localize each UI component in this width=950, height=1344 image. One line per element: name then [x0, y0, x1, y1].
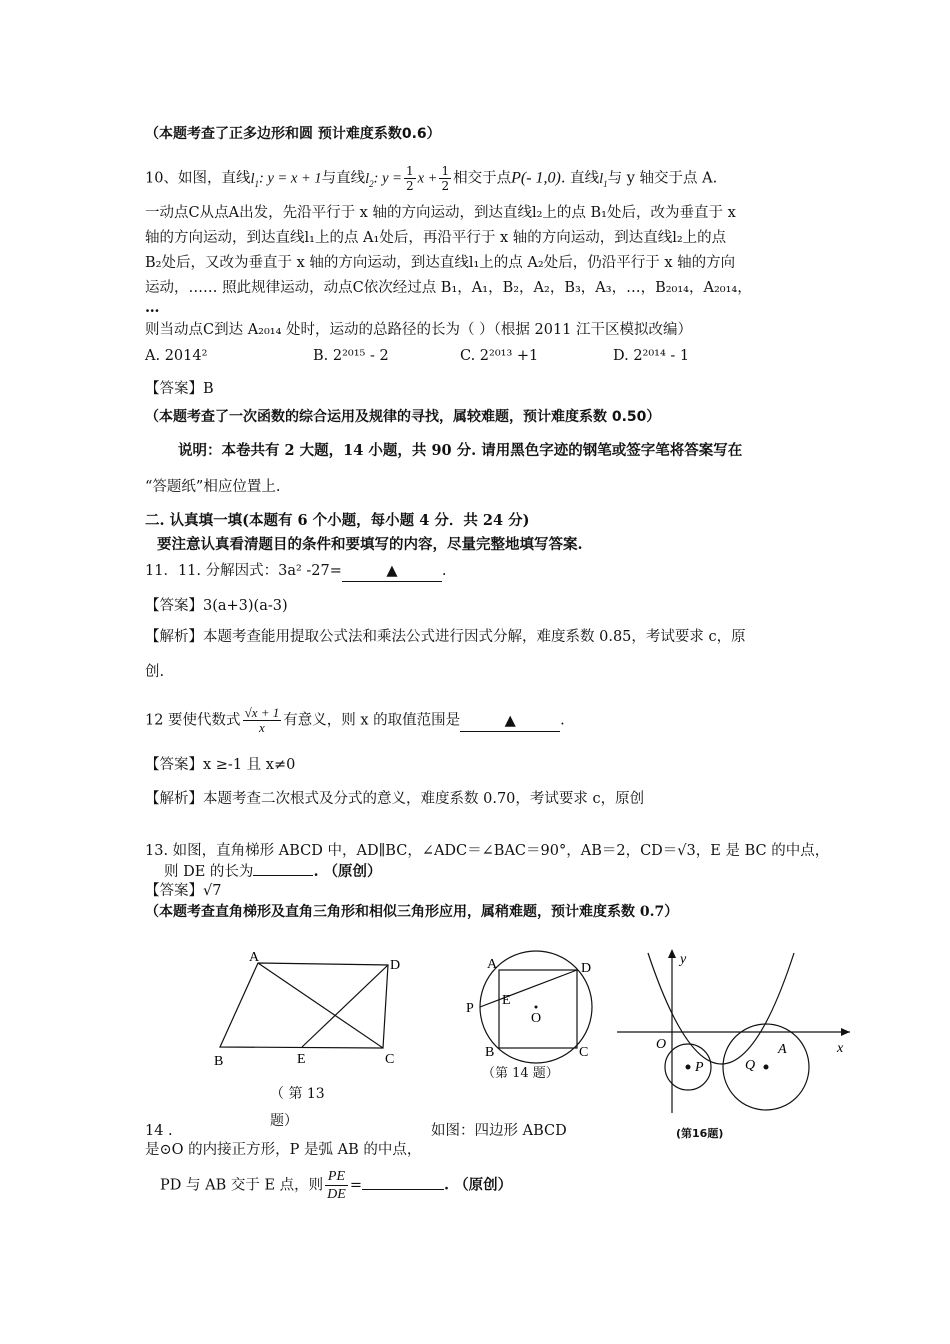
q10-mid: 与直线 — [321, 170, 366, 187]
point-p — [686, 1065, 691, 1070]
section2-subtitle: 要注意认真看清题目的条件和要填写的内容，尽量完整地填写答案. — [157, 536, 583, 553]
q10-tail2: . 直线 — [560, 170, 600, 187]
q10-tail3: 与 y 轴交于点 A. — [607, 170, 718, 187]
segment-de — [302, 965, 388, 1047]
point-p: P(- 1,0) — [511, 169, 561, 187]
label-q: Q — [745, 1058, 756, 1073]
l2-symbol: $l_2$ — [365, 170, 374, 189]
label-d: D — [581, 961, 592, 976]
figure-13-caption-line1: （ 第 13 — [270, 1086, 325, 1102]
l1-equation: : y = x + 1 — [258, 170, 322, 187]
label-y: y — [680, 952, 687, 967]
q14-answer-blank — [362, 1189, 444, 1190]
q14-number: 14 . — [145, 1123, 173, 1139]
q10-difficulty-note: （本题考查了一次函数的综合运用及规律的寻找，属较难题，预计难度系数 0.50） — [145, 409, 661, 425]
q12-text-b: 有意义，则 x 的取值范围是 — [283, 712, 461, 729]
label-p: P — [695, 1060, 704, 1075]
label-x: x — [837, 1041, 844, 1056]
q11-answer: 【答案】3(a+3)(a-3) — [145, 598, 288, 614]
x-plus: x + — [417, 170, 438, 187]
x-axis-arrow — [841, 1028, 850, 1036]
option-d: D. 2²⁰¹⁴ - 1 — [613, 348, 690, 364]
fraction-one-half-2: $\frac{1}{2}$ — [441, 164, 450, 193]
q14-original-tag: . （原创） — [443, 1176, 513, 1194]
parabola-curve — [648, 953, 794, 1064]
figure-16-parabola-circles — [612, 945, 862, 1120]
q10-stem-line2: 一动点C从点A出发，先沿平行于 x 轴的方向运动，到达直线l₂上的点 B₁处后，改为垂直于 x — [145, 205, 736, 221]
figure-14-caption: （第 14 题） — [482, 1066, 559, 1081]
option-b: B. 2²⁰¹⁵ - 2 — [313, 348, 389, 364]
q10-stem-line4: B₂处后，又改为垂直于 x 轴的方向运动，到达直线l₁上的点 A₂处后，仍沿平行于 x 轴的方向 — [145, 255, 736, 271]
q11-analysis-line1: 【解析】本题考查能用提取公式法和乘法公式进行因式分解，难度系数 0.85，考试要求 c，原 — [145, 629, 746, 645]
label-a: A — [778, 1042, 787, 1057]
q10-answer: 【答案】B — [145, 381, 214, 397]
l2-equation: : y = — [373, 170, 402, 187]
label-c: C — [579, 1045, 589, 1060]
point-q — [764, 1065, 769, 1070]
square-abcd — [499, 970, 577, 1048]
q12-answer-blank: ▲ — [460, 711, 560, 732]
q14-frac-denominator: DE — [327, 1187, 346, 1202]
segment-pd — [480, 970, 577, 1007]
label-e: E — [297, 1052, 306, 1067]
option-c: C. 2²⁰¹³ +1 — [460, 348, 539, 364]
figure-13-trapezoid — [205, 945, 425, 1075]
figure-13-caption-line2: 题） — [270, 1113, 298, 1129]
q11-text: 11．11. 分解因式：3a² -27= — [145, 563, 342, 579]
q13-answer-blank — [253, 875, 313, 876]
section2-title: 二. 认真填一填(本题有 6 个小题，每小题 4 分．共 24 分) — [145, 512, 530, 529]
trapezoid-abcd — [220, 963, 388, 1048]
option-a: A. 2014² — [145, 348, 208, 364]
center-point — [535, 1006, 538, 1009]
q12-text-a: 12 要使代数式 — [145, 712, 241, 729]
label-o: O — [531, 1011, 542, 1026]
q10-stem-line7: 则当动点C到达 A₂₀₁₄ 处时，运动的总路径的长为（ ）（根据 2011 江干区模拟改编） — [145, 322, 693, 338]
q12-frac-denominator: x — [259, 720, 265, 735]
q11-period: . — [441, 563, 447, 579]
q13-stem-line2 — [164, 862, 382, 882]
q12-analysis: 【解析】本题考查二次根式及分式的意义，难度系数 0.70，考试要求 c，原创 — [145, 791, 645, 807]
q13-answer: 【答案】√7 — [145, 883, 222, 899]
q10-intro: 10、如图，直线 — [145, 170, 251, 187]
q14-fraction-pe-de — [325, 1168, 348, 1203]
label-o: O — [656, 1037, 667, 1052]
label-b: B — [485, 1045, 495, 1060]
label-a: A — [249, 950, 260, 965]
q14-frac-numerator: PE — [325, 1168, 348, 1186]
q10-stem-line5: 运动，…… 照此规律运动，动点C依次经过点 B₁，A₁，B₂，A₂，B₃，A₃，…，B₂₀₁₄，A₂₀₁₄， — [145, 280, 752, 296]
q14-stem-line1: 如图：四边形 ABCD — [431, 1123, 567, 1139]
q13-original-tag: . （原创） — [313, 863, 382, 880]
q10-stem-line3: 轴的方向运动，到达直线l₁上的点 A₁处后，再沿平行于 x 轴的方向运动，到达直线l₂上的点 — [145, 230, 727, 246]
instructions-line2: “答题纸”相应位置上. — [145, 479, 281, 495]
q11-answer-blank: ▲ — [342, 561, 442, 582]
q14-equals: = — [349, 1177, 362, 1194]
label-d: D — [390, 958, 401, 973]
q10-stem-line1 — [145, 164, 717, 193]
q10-tail: 相交于点 — [453, 170, 512, 187]
q13-difficulty-note: （本题考查直角梯形及直角三角形和相似三角形应用，属稍难题，预计难度系数 0.7） — [145, 904, 679, 920]
y-axis-arrow — [668, 949, 676, 958]
q13-stem-line1: 13. 如图，直角梯形 ABCD 中，AD∥BC，∠ADC＝∠BAC＝90°，AB＝2，CD＝√3，E 是 BC 的中点， — [145, 843, 830, 859]
q10-stem-line6: … — [145, 299, 160, 316]
q11-analysis-line2: 创. — [145, 664, 165, 680]
label-b: B — [214, 1054, 224, 1069]
q13-text: 则 DE 的长为 — [164, 864, 254, 880]
label-c: C — [385, 1052, 395, 1067]
q12-stem — [145, 706, 565, 735]
label-p: P — [466, 1001, 474, 1016]
instructions-line1 — [178, 441, 742, 461]
difficulty-note-q9: （本题考查了正多边形和圆 预计难度系数0.6） — [145, 126, 441, 142]
q14-text: PD 与 AB 交于 E 点，则 — [160, 1177, 324, 1194]
q12-frac-numerator: √x + 1 — [244, 705, 280, 720]
q14-stem-line2: 是⊙O 的内接正方形，P 是弧 AB 的中点， — [145, 1142, 422, 1158]
figure-16-caption: (第16题) — [676, 1127, 724, 1140]
q12-answer: 【答案】x ≥-1 且 x≠0 — [145, 757, 296, 773]
instructions-text: 说明：本卷共有 2 大题，14 小题，共 90 分. 请用黑色字迹的钢笔或签字笔将答案写在 — [178, 442, 743, 459]
q11-stem — [145, 561, 447, 582]
diagonal-ac — [258, 963, 383, 1048]
l1-symbol: $l_1$ — [250, 170, 259, 189]
fraction-one-half: $\frac{1}{2}$ — [405, 164, 414, 193]
q14-stem-line3 — [160, 1168, 512, 1203]
label-a: A — [487, 957, 498, 972]
label-e: E — [502, 993, 511, 1008]
l1-symbol-2: $l_1$ — [599, 170, 608, 189]
q12-period: . — [560, 712, 565, 729]
q12-fraction — [243, 706, 282, 735]
